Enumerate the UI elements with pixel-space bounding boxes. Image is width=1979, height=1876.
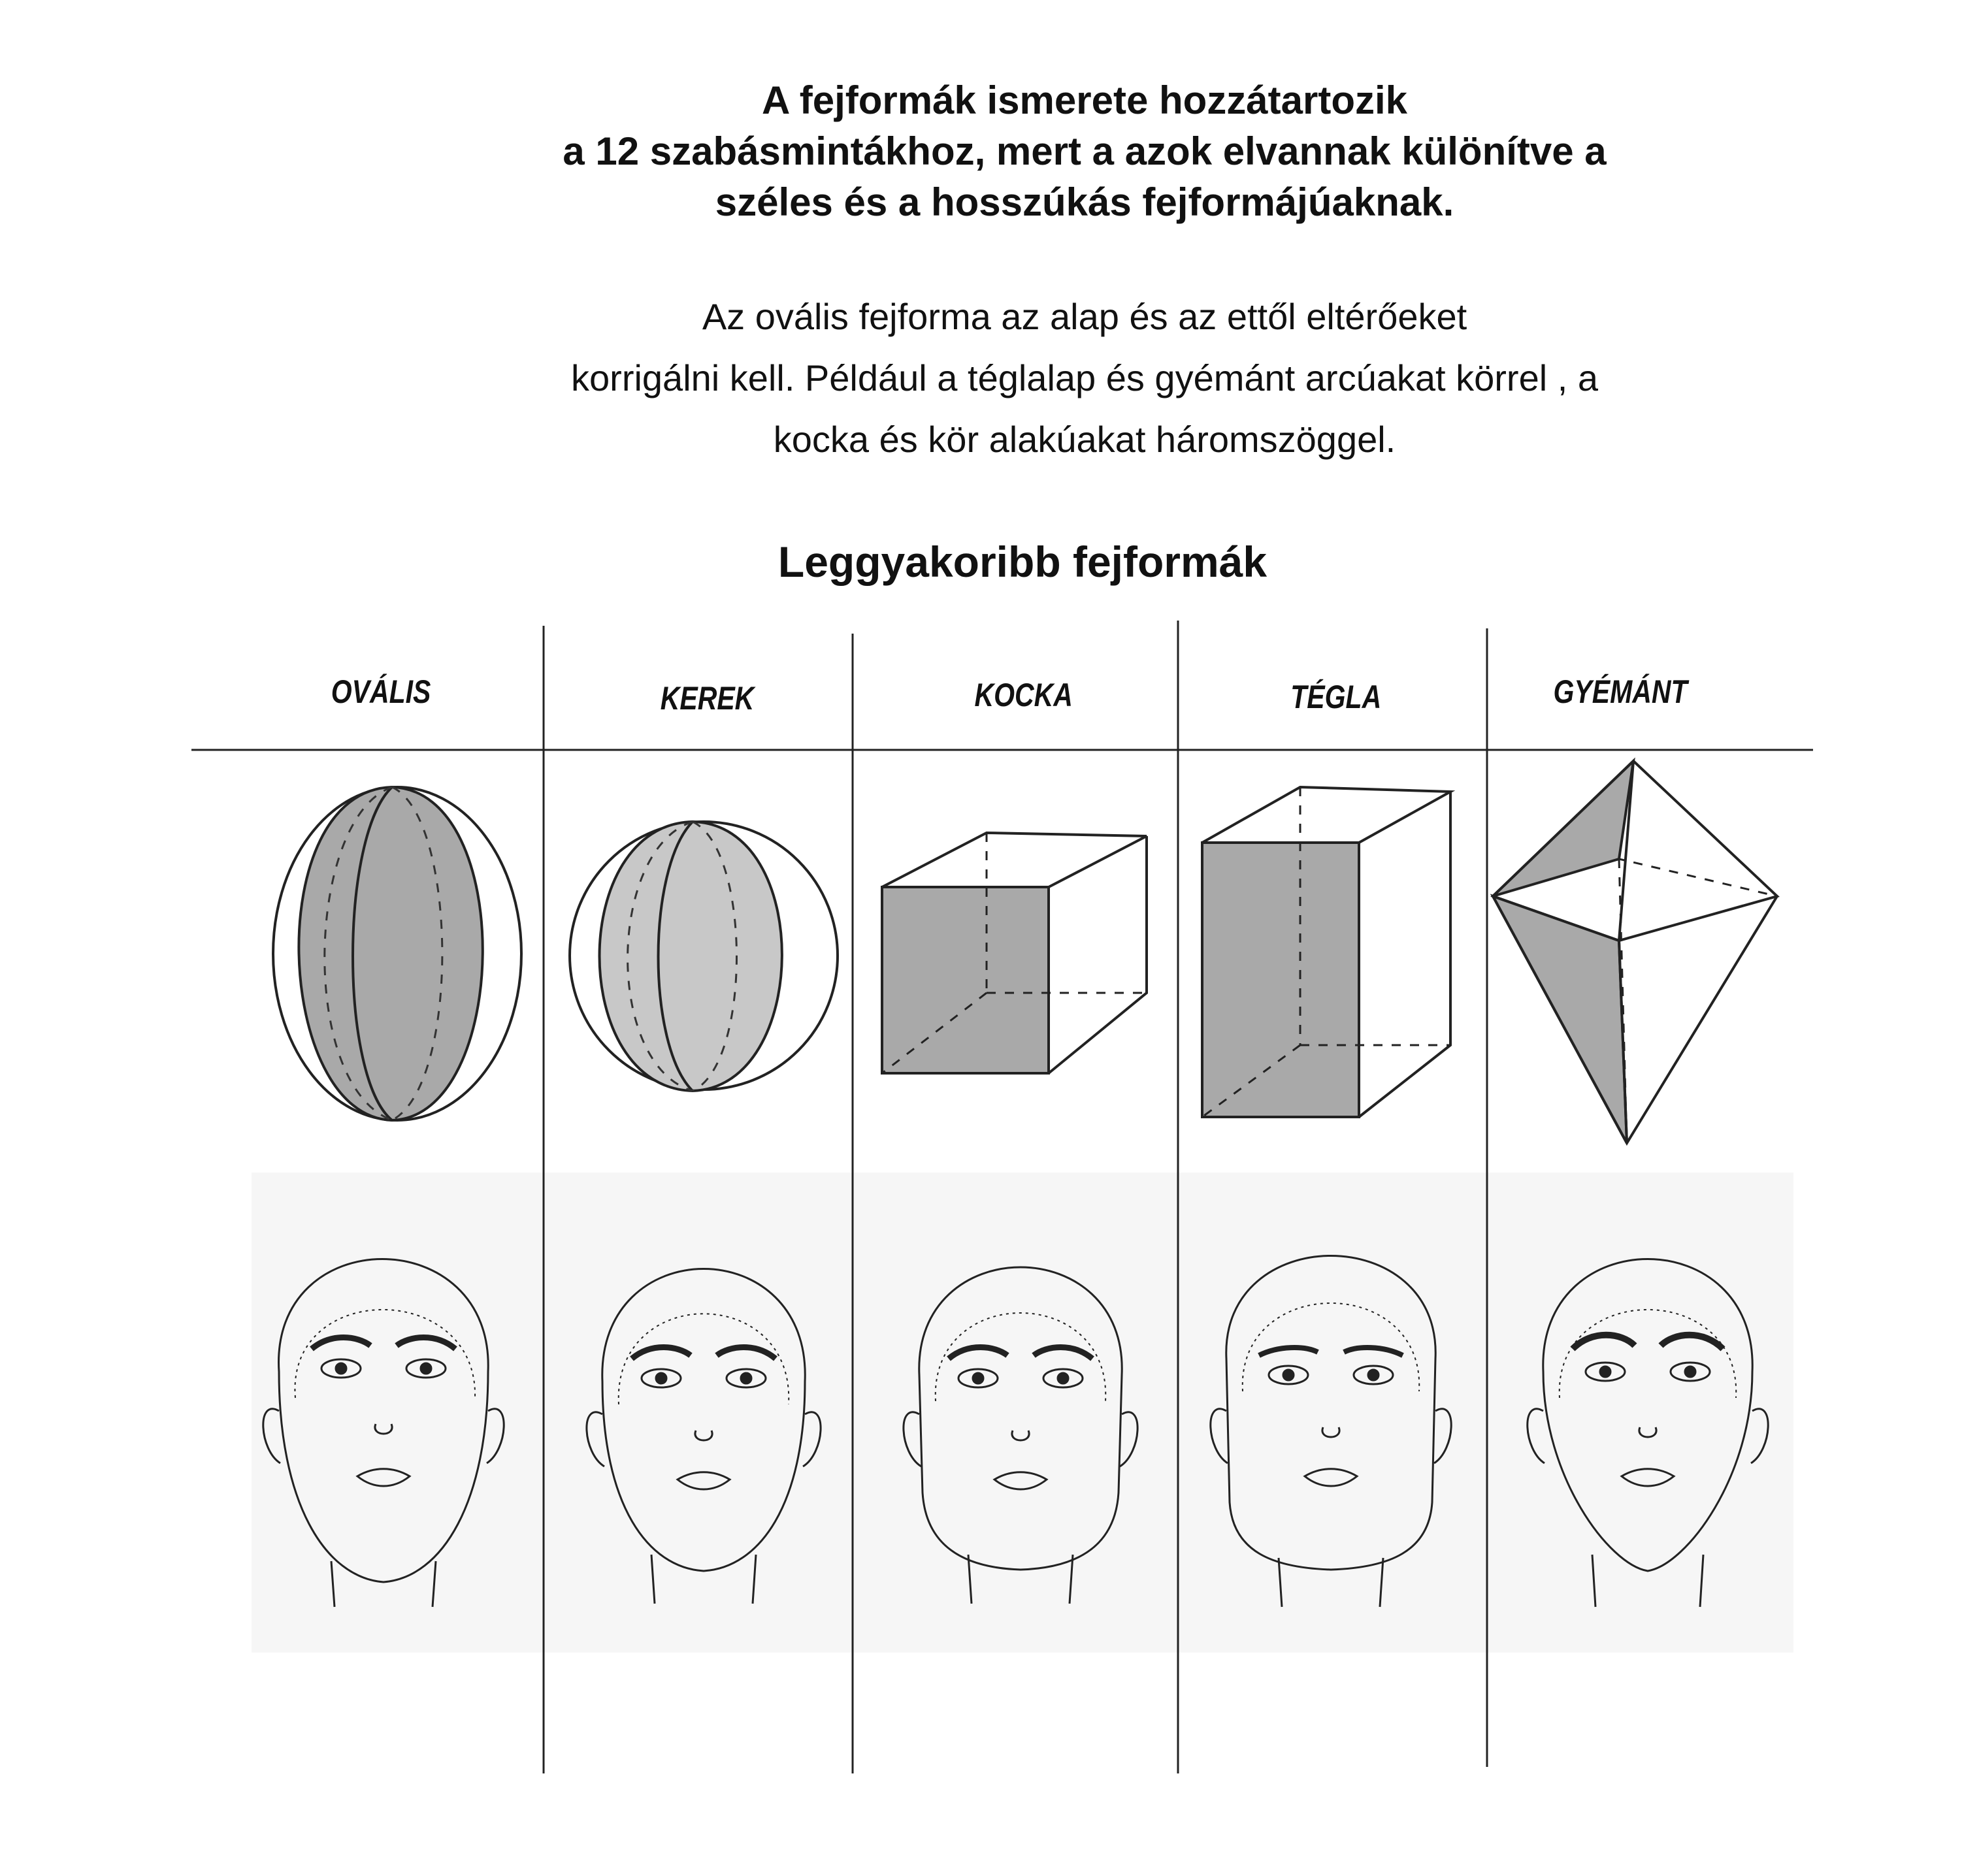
column-label-square: KOCKA <box>974 677 1073 713</box>
column-label-rectangle: TÉGLA <box>1290 679 1382 715</box>
ellipsoid-icon <box>273 787 521 1120</box>
heading-line-1: A fejformák ismerete hozzátartozik <box>761 78 1408 122</box>
column-label-diamond: GYÉMÁNT <box>1553 673 1688 710</box>
cuboid-icon <box>1202 787 1450 1117</box>
bipyramid-icon <box>1493 761 1777 1143</box>
round-face-icon <box>587 1269 821 1604</box>
intro-line-1: Az ovális fejforma az alap és az ettől eltérőeket <box>702 296 1467 337</box>
column-label-round: KEREK <box>660 680 755 717</box>
intro-line-2: korrigálni kell. Például a téglalap és gyémánt arcúakat körrel , a <box>571 357 1598 398</box>
intro-line-3: kocka és kör alakúakat háromszöggel. <box>773 419 1396 460</box>
sphere-icon <box>570 822 838 1091</box>
heading-line-2: a 12 szabásmintákhoz, mert a azok elvannak különítve a <box>563 129 1607 173</box>
diamond-face-icon <box>1528 1259 1768 1608</box>
rectangle-face-icon <box>1211 1256 1451 1608</box>
column-label-oval: OVÁLIS <box>331 673 431 710</box>
section-title: Leggyakoribb fejformák <box>777 538 1268 586</box>
heading-line-3: széles és a hosszúkás fejformájúaknak. <box>715 180 1454 224</box>
cube-icon <box>882 833 1147 1073</box>
oval-face-icon <box>263 1259 504 1876</box>
square-face-icon <box>904 1267 1137 1604</box>
